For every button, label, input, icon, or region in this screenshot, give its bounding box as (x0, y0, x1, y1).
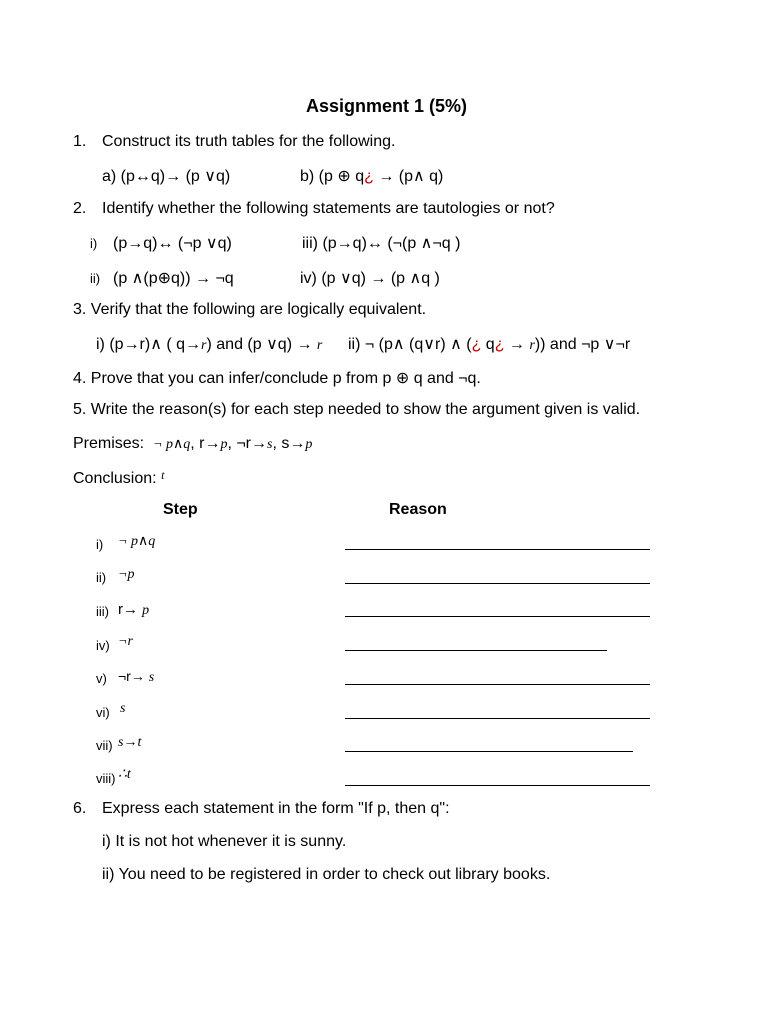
question-1-number: 1. (73, 133, 87, 150)
reason-header: Reason (389, 501, 447, 518)
question-6-text: Express each statement in the form "If p, then q": (102, 800, 450, 817)
question-1b-glyph: ¿ (364, 168, 374, 185)
question-3i (96, 334, 322, 354)
question-1a: a) (p↔q)→ (p ∨q) (102, 168, 231, 185)
step-label: iii) (96, 604, 109, 619)
question-2i: (p→q)↔ (¬p ∨q) (113, 235, 232, 252)
question-3ii-q: q (481, 336, 495, 353)
question-2iii: iii) (p→q)↔ (¬(p ∧¬q ) (302, 235, 461, 252)
step-expression-pre: r→ (118, 601, 138, 618)
step-expression: s→t (118, 735, 142, 750)
conclusion (73, 468, 164, 488)
step-label: vi) (96, 705, 110, 720)
step-label: vii) (96, 738, 113, 753)
question-2-text: Identify whether the following statements are tautologies or not? (102, 200, 555, 217)
question-3ii-glyph-1: ¿ (471, 336, 482, 353)
question-1-text: Construct its truth tables for the following. (102, 133, 396, 150)
premise-sep-3: , s→ (272, 435, 306, 452)
question-2i-label: i) (90, 236, 98, 251)
step-header: Step (163, 501, 198, 518)
step-expression: ¬p (118, 567, 135, 582)
step-expression (118, 668, 154, 686)
question-3i-mid: ) and (p ∨q) → (206, 336, 313, 353)
question-3-text: 3. Verify that the following are logically equivalent. (73, 301, 427, 318)
step-label: viii) (96, 771, 116, 786)
reason-blank-line (345, 650, 607, 651)
step-expression: ∴t (118, 767, 131, 782)
question-6i: i) It is not hot whenever it is sunny. (102, 833, 347, 850)
conclusion-label: Conclusion: (73, 470, 157, 487)
question-3ii-glyph-2: ¿ (494, 336, 505, 353)
page-title: Assignment 1 (5%) (306, 96, 468, 116)
question-3i-r1: r (201, 338, 207, 353)
step-expression: ¬ p∧q (118, 534, 156, 549)
question-3ii-pre: ii) ¬ (p∧ (q∨r) ∧ ( (348, 336, 472, 353)
reason-blank-line (345, 718, 650, 719)
step-label: ii) (96, 570, 107, 585)
step-expression-var: p (142, 603, 150, 618)
question-2ii-label: ii) (90, 271, 101, 286)
reason-blank-line (345, 751, 633, 752)
premise-p: p (220, 437, 228, 452)
reason-blank-line (345, 549, 650, 550)
question-5-text: 5. Write the reason(s) for each step needed to show the argument given is valid. (73, 401, 641, 418)
step-expression: s (120, 701, 126, 716)
step-label: v) (96, 671, 107, 686)
premise-sep-1: , r→ (190, 435, 221, 452)
question-3i-r2: r (316, 338, 323, 353)
question-6ii: ii) You need to be registered in order to check out library books. (102, 866, 551, 883)
premises (73, 435, 312, 453)
question-3ii-post: )) and ¬p ∨¬r (534, 336, 631, 353)
step-expression-var: s (148, 670, 155, 685)
question-4-text: 4. Prove that you can infer/conclude p from p ⊕ q and ¬q. (73, 370, 481, 387)
step-expression: ¬r (118, 634, 133, 649)
question-1b (300, 166, 443, 186)
question-1b-pre: b) (p ⊕ q (300, 168, 365, 185)
premise-s: s (267, 437, 273, 452)
reason-blank-line (345, 785, 650, 786)
question-3ii-r: r (529, 338, 535, 353)
premises-label: Premises: (73, 435, 145, 452)
question-1b-post: → (p∧ q) (373, 168, 444, 185)
question-2-number: 2. (73, 200, 87, 217)
question-6-number: 6. (73, 800, 87, 817)
premise-1: ¬ p∧q (153, 437, 191, 452)
premise-sep-2: , ¬r→ (227, 435, 267, 452)
premise-p2: p (305, 437, 313, 452)
question-2iv: iv) (p ∨q) → (p ∧q ) (300, 270, 440, 287)
question-3ii-arrow: → (504, 336, 530, 353)
conclusion-t: t (161, 468, 165, 482)
question-2ii: (p ∧(p⊕q)) → ¬q (113, 270, 234, 287)
step-expression-pre: ¬r→ (118, 668, 145, 684)
reason-blank-line (345, 583, 650, 584)
reason-blank-line (345, 616, 650, 617)
reason-blank-line (345, 684, 650, 685)
question-3ii (348, 334, 630, 354)
step-expression (118, 601, 149, 619)
question-3i-pre: i) (p→r)∧ ( q→ (96, 336, 202, 353)
step-label: i) (96, 537, 104, 552)
step-label: iv) (96, 638, 110, 653)
